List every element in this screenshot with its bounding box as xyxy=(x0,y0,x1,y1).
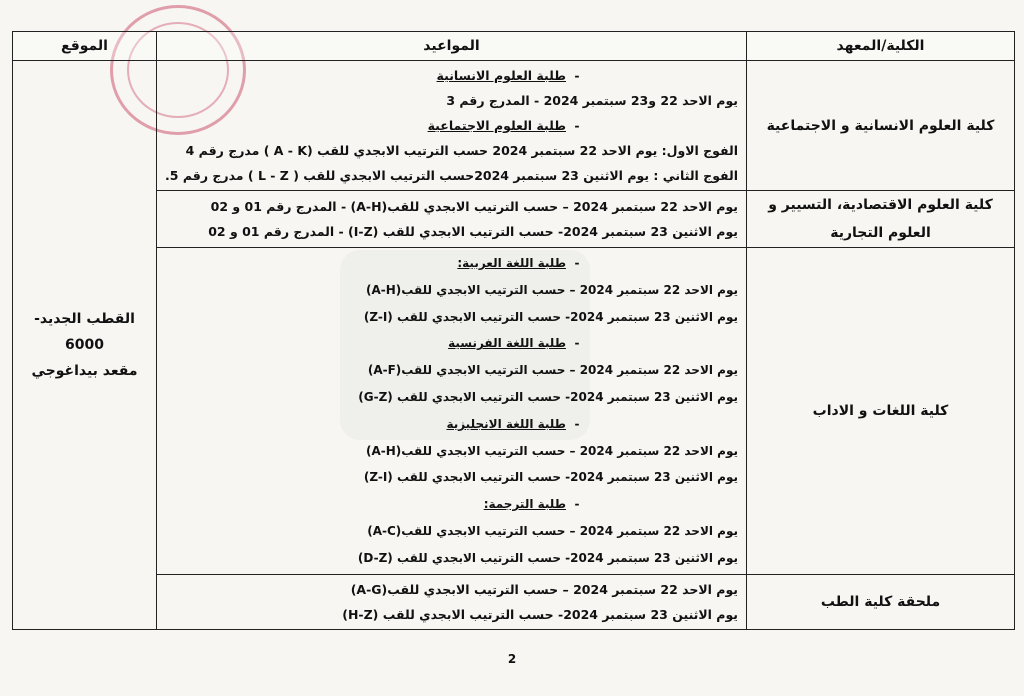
group-heading: -طلبة العلوم الانسانية xyxy=(436,68,580,83)
appointment-line: يوم الاحد 22 سبتمبر 2024 – حسب الترتيب الابجدي للقب(A-H) - المدرج رقم 01 و 02 xyxy=(210,199,738,214)
group-heading: -طلبة الترجمة: xyxy=(483,497,580,512)
appointment-line: يوم الاثنين 23 سبتمبر 2024- حسب الترتيب الابجدي للقب (Z-I) xyxy=(363,470,738,485)
appointment-line: يوم الاثنين 23 سبتمبر 2024- حسب الترتيب الابجدي للقب (Z-I) xyxy=(363,309,738,324)
table-row xyxy=(13,248,1015,575)
appointment-line: يوم الاحد 22 سبتمبر 2024 – حسب الترتيب الابجدي للقب(A-C) xyxy=(367,523,738,538)
location-cell xyxy=(13,61,157,630)
page-number: 2 xyxy=(507,652,517,666)
faculty-cell: كلية العلوم الانسانية و الاجتماعية xyxy=(747,61,1015,191)
appointments-cell xyxy=(157,61,747,191)
group-heading: -طلبة العلوم الاجتماعية xyxy=(427,118,580,133)
faculty-cell: كلية العلوم الاقتصادية، التسيير و العلوم التجارية xyxy=(747,191,1015,248)
location-line-1: القطب الجديد- 6000 xyxy=(34,310,135,353)
header-location: الموقع xyxy=(13,32,157,61)
appointments-cell xyxy=(157,248,747,575)
faculty-cell: ملحقة كلية الطب xyxy=(747,574,1015,629)
location-line-2: مقعد بيداغوجي xyxy=(31,362,138,379)
schedule-table xyxy=(12,31,1015,630)
faculty-cell: كلية اللغات و الاداب xyxy=(747,248,1015,575)
table-row xyxy=(13,61,1015,191)
header-faculty: الكلية/المعهد xyxy=(747,32,1015,61)
appointment-line: يوم الاثنين 23 سبتمبر 2024- حسب الترتيب الابجدي للقب (H-Z) xyxy=(342,606,738,622)
group-heading: -طلبة اللغة الفرنسية xyxy=(448,336,580,351)
appointment-line: يوم الاحد 22 سبتمبر 2024 – حسب الترتيب الابجدي للقب(A-H) xyxy=(366,282,738,297)
appointment-line: الفوج الثاني : يوم الاثنين 23 سبتمبر 2024حسب الترتيب الابجدي للقب ( L - Z ) مدرج رقم 5. xyxy=(165,168,738,183)
table-row xyxy=(13,191,1015,248)
header-appointments: المواعيد xyxy=(157,32,747,61)
appointment-line: يوم الاثنين 23 سبتمبر 2024- حسب الترتيب الابجدي للقب (G-Z) xyxy=(358,389,738,404)
appointment-line: الفوج الاول: يوم الاحد 22 سبتمبر 2024 حسب الترتيب الابجدي للقب (A - K ) مدرج رقم 4 xyxy=(185,143,738,158)
table-row xyxy=(13,574,1015,629)
appointment-line: يوم الاحد 22 سبتمبر 2024 – حسب الترتيب الابجدي للقب(A-G) xyxy=(350,581,738,597)
appointment-line: يوم الاحد 22 سبتمبر 2024 – حسب الترتيب الابجدي للقب(A-F) xyxy=(367,363,738,378)
appointment-line: يوم الاثنين 23 سبتمبر 2024- حسب الترتيب الابجدي للقب (I-Z) - المدرج رقم 01 و 02 xyxy=(208,224,738,239)
group-heading: -طلبة اللغة العربية: xyxy=(457,256,580,270)
header-row xyxy=(13,32,1015,61)
appointments-cell xyxy=(157,574,747,629)
group-heading: -طلبة اللغة الانجليزية xyxy=(446,416,580,431)
appointments-cell xyxy=(157,191,747,248)
appointment-line: يوم الاثنين 23 سبتمبر 2024- حسب الترتيب الابجدي للقب (D-Z) xyxy=(357,550,738,565)
appointment-line: يوم الاحد 22 سبتمبر 2024 – حسب الترتيب الابجدي للقب(A-H) xyxy=(366,443,738,458)
appointment-line: يوم الاحد 22 و23 سبتمبر 2024 - المدرج رقم 3 xyxy=(446,93,738,108)
